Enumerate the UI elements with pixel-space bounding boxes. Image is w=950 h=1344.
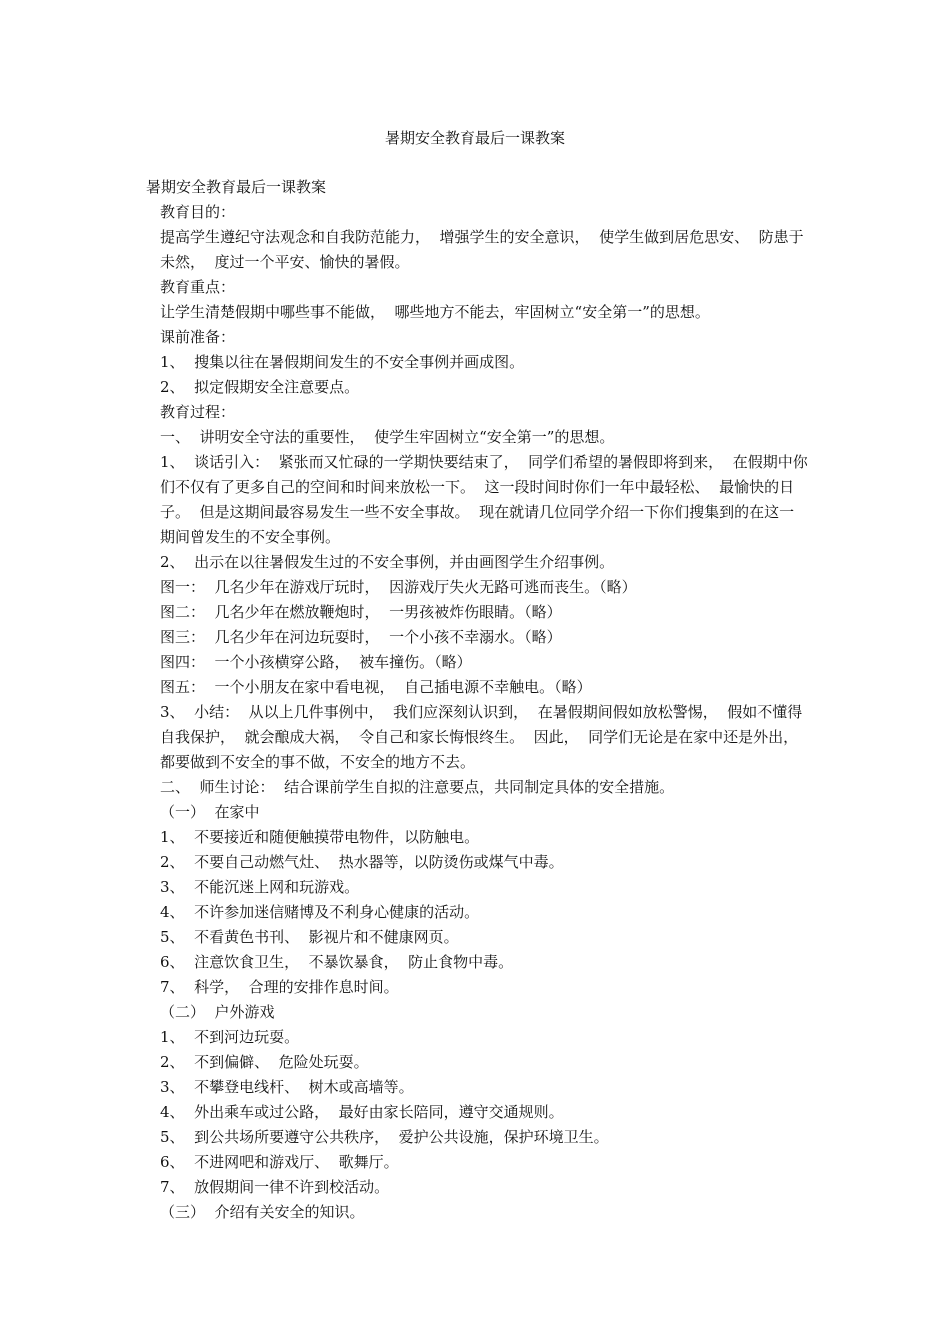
paragraph: 3、 小结： 从以上几件事例中， 我们应深刻认识到， 在暑假期间假如放松警惕， 假如不懂得自我保护， 就会酿成大祸， 令自己和家长悔恨终生。 因此， 同学们无论是在家中还是外出， 都要做到不安全的事不做，不安全的地方不去。 [160, 703, 808, 771]
paragraph: 1、 谈话引入： 紧张而又忙碌的一学期快要结束了， 同学们希望的暑假即将到来， 在假期中你们不仅有了更多自己的空间和时间来放松一下。 这一段时间时你们一年中最轻松、 最愉快的日子。 但是这期间最容易发生一些不安全事故。 现在就请几位同学介绍一下你们搜集到的在这一期间曾发生的不安全事例。 [160, 453, 808, 546]
paragraph: 教育过程： [160, 403, 236, 421]
paragraph: 图三： 几名少年在河边玩耍时， 一个小孩不幸溺水。（略） [160, 628, 562, 646]
paragraph: 1、 不到河边玩耍。 [160, 1028, 300, 1046]
paragraph: 教育重点： [160, 278, 236, 296]
paragraph: 图二： 几名少年在燃放鞭炮时， 一男孩被炸伤眼睛。（略） [160, 603, 562, 621]
paragraph: 图五： 一个小朋友在家中看电视， 自己插电源不幸触电。（略） [160, 678, 592, 696]
paragraph: 图四： 一个小孩横穿公路， 被车撞伤。（略） [160, 653, 472, 671]
paragraph: 图一： 几名少年在游戏厅玩时， 因游戏厅失火无路可逃而丧生。（略） [160, 578, 637, 596]
paragraph: （三） 介绍有关安全的知识。 [160, 1203, 365, 1221]
paragraph: 3、 不能沉迷上网和玩游戏。 [160, 878, 360, 896]
paragraph: 提高学生遵纪守法观念和自我防范能力， 增强学生的安全意识， 使学生做到居危思安、 防患于未然， 度过一个平安、愉快的暑假。 [160, 228, 804, 271]
paragraph: 2、 不到偏僻、 危险处玩耍。 [160, 1053, 369, 1071]
paragraph: 5、 到公共场所要遵守公共秩序， 爱护公共设施，保护环境卫生。 [160, 1128, 609, 1146]
document-body [146, 175, 808, 1225]
paragraph: 二、 师生讨论： 结合课前学生自拟的注意要点，共同制定具体的安全措施。 [160, 778, 675, 796]
paragraph: 一、 讲明安全守法的重要性， 使学生牢固树立“安全第一”的思想。 [160, 428, 615, 446]
paragraph: 1、 不要接近和随便触摸带电物件，以防触电。 [160, 828, 480, 846]
paragraph: （一） 在家中 [160, 803, 260, 821]
paragraph: 教育目的： [160, 203, 236, 221]
paragraph: 课前准备： [160, 328, 236, 346]
paragraph: 6、 注意饮食卫生， 不暴饮暴食， 防止食物中毒。 [160, 953, 514, 971]
paragraph: 5、 不看黄色书刊、 影视片和不健康网页。 [160, 928, 459, 946]
paragraph: （二） 户外游戏 [160, 1003, 275, 1021]
paragraph: 7、 科学， 合理的安排作息时间。 [160, 978, 399, 996]
paragraph: 2、 拟定假期安全注意要点。 [160, 378, 360, 396]
paragraph: 6、 不进网吧和游戏厅、 歌舞厅。 [160, 1153, 399, 1171]
paragraph: 1、 搜集以往在暑假期间发生的不安全事例并画成图。 [160, 353, 525, 371]
paragraph: 2、 出示在以往暑假发生过的不安全事例，并由画图学生介绍事例。 [160, 553, 615, 571]
paragraph: 让学生清楚假期中哪些事不能做， 哪些地方不能去，牢固树立“安全第一”的思想。 [160, 303, 710, 321]
paragraph: 2、 不要自己动燃气灶、 热水器等，以防烫伤或煤气中毒。 [160, 853, 564, 871]
paragraph: 7、 放假期间一律不许到校活动。 [160, 1178, 390, 1196]
paragraph: 3、 不攀登电线杆、 树木或高墙等。 [160, 1078, 414, 1096]
page-title: 暑期安全教育最后一课教案 [384, 129, 565, 147]
paragraph: 暑期安全教育最后一课教案 [146, 178, 327, 196]
paragraph: 4、 外出乘车或过公路， 最好由家长陪同，遵守交通规则。 [160, 1103, 564, 1121]
paragraph: 4、 不许参加迷信赌博及不利身心健康的活动。 [160, 903, 480, 921]
